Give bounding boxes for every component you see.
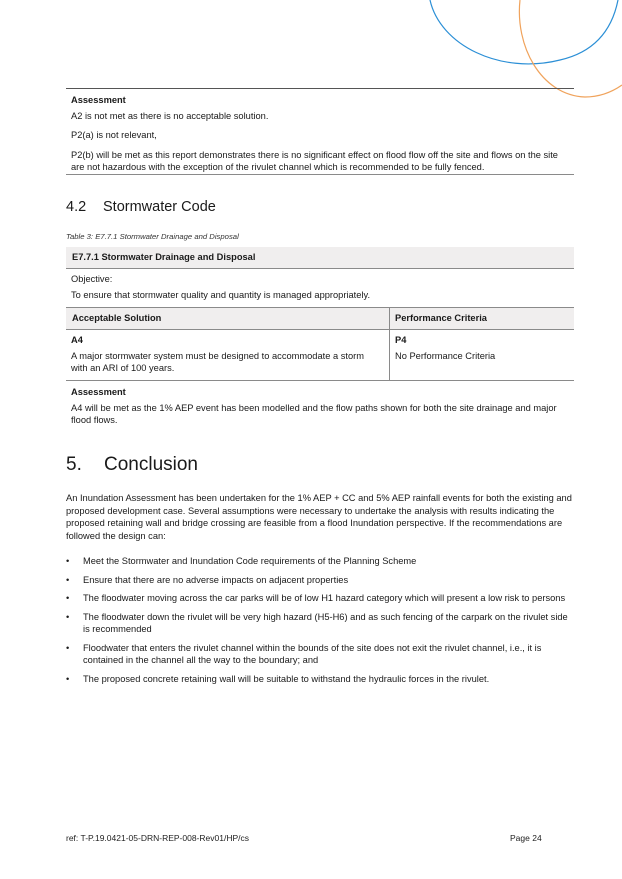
table-caption: Table 3: E7.7.1 Stormwater Drainage and Disposal bbox=[66, 232, 239, 241]
acceptable-solution-cell bbox=[71, 334, 383, 375]
blue-arc bbox=[430, 0, 618, 64]
assessment-block-2 bbox=[71, 386, 561, 427]
table-row-rule bbox=[66, 380, 574, 381]
table-column-divider bbox=[389, 307, 390, 380]
conclusion-number: 5. bbox=[66, 454, 82, 475]
col-acceptable-solution: Acceptable Solution bbox=[72, 313, 162, 323]
conclusion-title: Conclusion bbox=[104, 454, 198, 475]
section-number: 4.2 bbox=[66, 199, 87, 215]
assessment-block-1 bbox=[71, 94, 561, 178]
a-code: A4 bbox=[71, 335, 83, 345]
a-text: A major stormwater system must be designed to accommodate a storm with an ARI of 100 years. bbox=[71, 350, 364, 373]
objective-text: To ensure that stormwater quality and quantity is managed appropriately. bbox=[71, 289, 371, 300]
conclusion-heading bbox=[66, 454, 198, 476]
assessment-line: P2(a) is not relevant, bbox=[71, 130, 157, 140]
top-divider bbox=[66, 88, 574, 89]
list-item: • The floodwater moving across the car parks will be of low H1 hazard category which will present a low risk to persons bbox=[66, 593, 566, 603]
assessment-heading: Assessment bbox=[71, 387, 126, 397]
list-item: • Ensure that there are no adverse impacts on adjacent properties bbox=[66, 574, 349, 585]
assessment-line: A2 is not met as there is no acceptable solution. bbox=[71, 110, 269, 121]
section-heading bbox=[66, 199, 216, 215]
list-item: • The proposed concrete retaining wall will be suitable to withstand the hydraulic forces in the rivulet. bbox=[66, 673, 490, 684]
assessment-text: A4 will be met as the 1% AEP event has been modelled and the flow paths shown for both the site drainage and major flood flows. bbox=[71, 402, 557, 425]
p-code: P4 bbox=[395, 335, 407, 345]
assessment-line: P2(b) will be met as this report demonstrates there is no significant effect on flood flow off the site and flows on the site are not hazardous with the exception of the rivulet channel which is recommended to be fully fenced. bbox=[71, 149, 558, 172]
table-title: E7.7.1 Stormwater Drainage and Disposal bbox=[72, 252, 256, 262]
list-item: • The floodwater down the rivulet will be very high hazard (H5-H6) and as such fencing of the carpark on the rivulet side is recommended bbox=[66, 611, 568, 634]
objective-label: Objective: bbox=[71, 274, 113, 284]
section-title: Stormwater Code bbox=[103, 199, 216, 215]
list-item: • Floodwater that enters the rivulet channel within the bounds of the site does not exit the rivulet channel, i.e., it is contained in the channel all the way to the boundary; and bbox=[66, 642, 542, 665]
footer-page-number: Page 24 bbox=[510, 833, 542, 843]
p-text: No Performance Criteria bbox=[395, 350, 496, 361]
assessment-bottom-rule bbox=[66, 174, 574, 175]
conclusion-intro: An Inundation Assessment has been undertaken for the 1% AEP + CC and 5% AEP rainfall events for both the existing and proposed development case. Several assumptions were necessary to undertake the analysis with results indicating the proposed retaining wall and bridge crossing are feasible from a flood Inundation perspective. If the recommendations are followed the design can: bbox=[66, 493, 572, 541]
conclusion-bullet-list bbox=[66, 555, 572, 691]
table-title-row bbox=[66, 247, 574, 269]
col-performance-criteria: Performance Criteria bbox=[395, 313, 487, 323]
objective-block bbox=[71, 273, 561, 301]
performance-criteria-cell bbox=[395, 334, 570, 362]
footer-reference: ref: T-P.19.0421-05-DRN-REP-008-Rev01/HP/cs bbox=[66, 833, 249, 843]
assessment-heading: Assessment bbox=[71, 95, 126, 105]
orange-arc bbox=[519, 0, 622, 97]
list-item: • Meet the Stormwater and Inundation Code requirements of the Planning Scheme bbox=[66, 556, 417, 566]
table-column-headers bbox=[66, 307, 574, 330]
